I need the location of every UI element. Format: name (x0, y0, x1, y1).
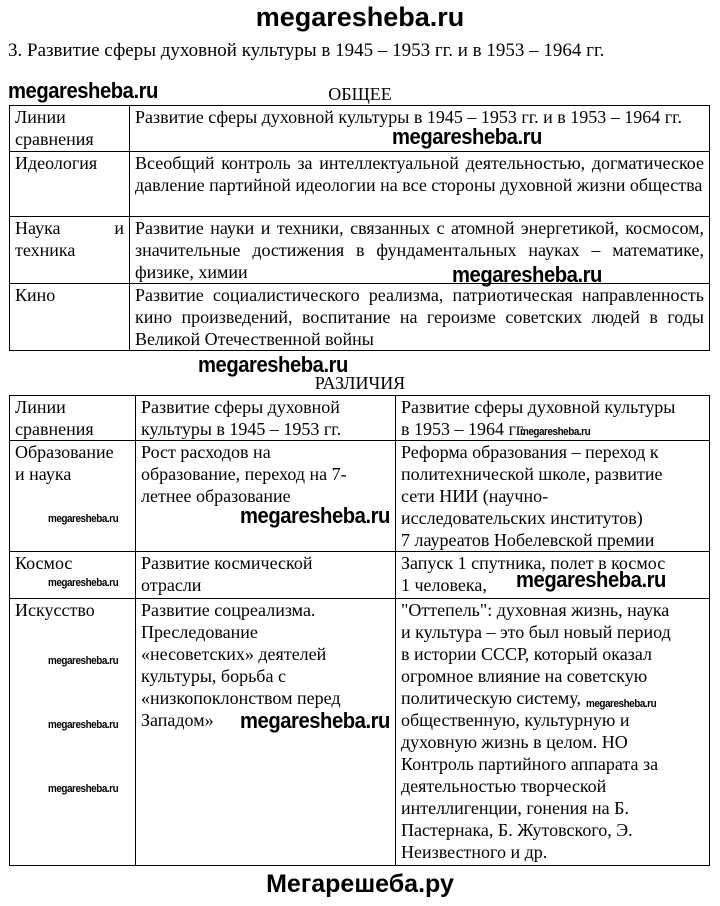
task-heading: 3. Развитие сферы духовной культуры в 1945 – 1953 гг. и в 1953 – 1964 гг. (8, 40, 605, 61)
differences-table (9, 395, 710, 866)
watermark: megaresheba.ru (586, 698, 657, 710)
row-col1: Развитие космической отрасли (136, 552, 396, 599)
row-label: Наука и техника (10, 217, 130, 284)
watermark: megaresheba.ru (48, 513, 119, 525)
differences-section-title: РАЗЛИЧИЯ (314, 373, 406, 393)
table-row (10, 152, 710, 217)
row-text: Развитие социалистического реализма, патриотическая направленность кино произведений, воспитание на героизме советских людей в годы Великой Отечественной войны (130, 284, 710, 351)
site-title: megaresheba.ru (255, 2, 465, 32)
footer-title: Мегарешеба.ру (266, 870, 454, 898)
row-col2: Реформа образования – переход к политехнической школе, развитие сети НИИ (научно- исследовательских институтов) 7 лауреатов Нобелевской премии (396, 441, 710, 552)
watermark: megaresheba.ru (48, 719, 119, 731)
row-label: Кино (10, 284, 130, 351)
row-text: Развитие науки и техники, связанных с атомной энергетикой, космосом, значительные достижения в фундаментальных науках – математике, физике, химии (130, 217, 710, 284)
row-text: Развитие сферы духовной культуры в 1945 – 1953 гг. и в 1953 – 1964 гг. (130, 106, 710, 152)
row-col1: Развитие соцреализма. Преследование «несоветских» деятелей культуры, борьба с «низкопоклонством перед Западом» (136, 599, 396, 866)
watermark: megaresheba.ru (520, 426, 591, 438)
watermark: megaresheba.ru (240, 708, 390, 733)
watermark: megaresheba.ru (452, 262, 602, 287)
table-row (10, 284, 710, 351)
row-col2: Запуск 1 спутника, полет в космос 1 человека, (396, 552, 710, 599)
common-section-title: ОБЩЕЕ (328, 84, 392, 104)
watermark: megaresheba.ru (198, 352, 348, 377)
row-label: Идеология (10, 152, 130, 217)
watermark: megaresheba.ru (240, 503, 390, 528)
table-row (10, 441, 710, 552)
row-col1: Рост расходов на образование, переход на 7- летнее образование (136, 441, 396, 552)
header-col1: Развитие сферы духовной культуры в 1945 – 1953 гг. (136, 396, 396, 441)
watermark: megaresheba.ru (48, 655, 119, 667)
table-row (10, 106, 710, 152)
watermark: megaresheba.ru (8, 78, 158, 103)
row-col2: "Оттепель": духовная жизнь, наука и культура – это был новый период в истории СССР, который оказал огромное влияние на советскую политическую систему, общественную, культурную и духовную жизнь в целом. НО Контроль партийного аппарата за деятельностью творческой интеллигенции, гонения на Б. Пастернака, Б. Жутовского, Э. Неизвестного и др. (396, 599, 710, 866)
row-label: Образование и наука (10, 441, 136, 552)
header-col2: Развитие сферы духовной культуры в 1953 – 1964 гг. (396, 396, 710, 441)
row-label: Искусство (10, 599, 136, 866)
watermark: megaresheba.ru (392, 124, 542, 149)
table-header-row (10, 396, 710, 441)
common-table (9, 105, 710, 351)
row-label: Линии сравнения (10, 106, 130, 152)
row-label: Космос (10, 552, 136, 599)
watermark: megaresheba.ru (48, 783, 119, 795)
table-row (10, 217, 710, 284)
watermark: megaresheba.ru (516, 567, 666, 592)
header-label: Линии сравнения (10, 396, 136, 441)
watermark: megaresheba.ru (48, 577, 119, 589)
row-text: Всеобщий контроль за интеллектуальной деятельностью, догматическое давление партийной идеологии на все стороны духовной жизни общества (130, 152, 710, 217)
